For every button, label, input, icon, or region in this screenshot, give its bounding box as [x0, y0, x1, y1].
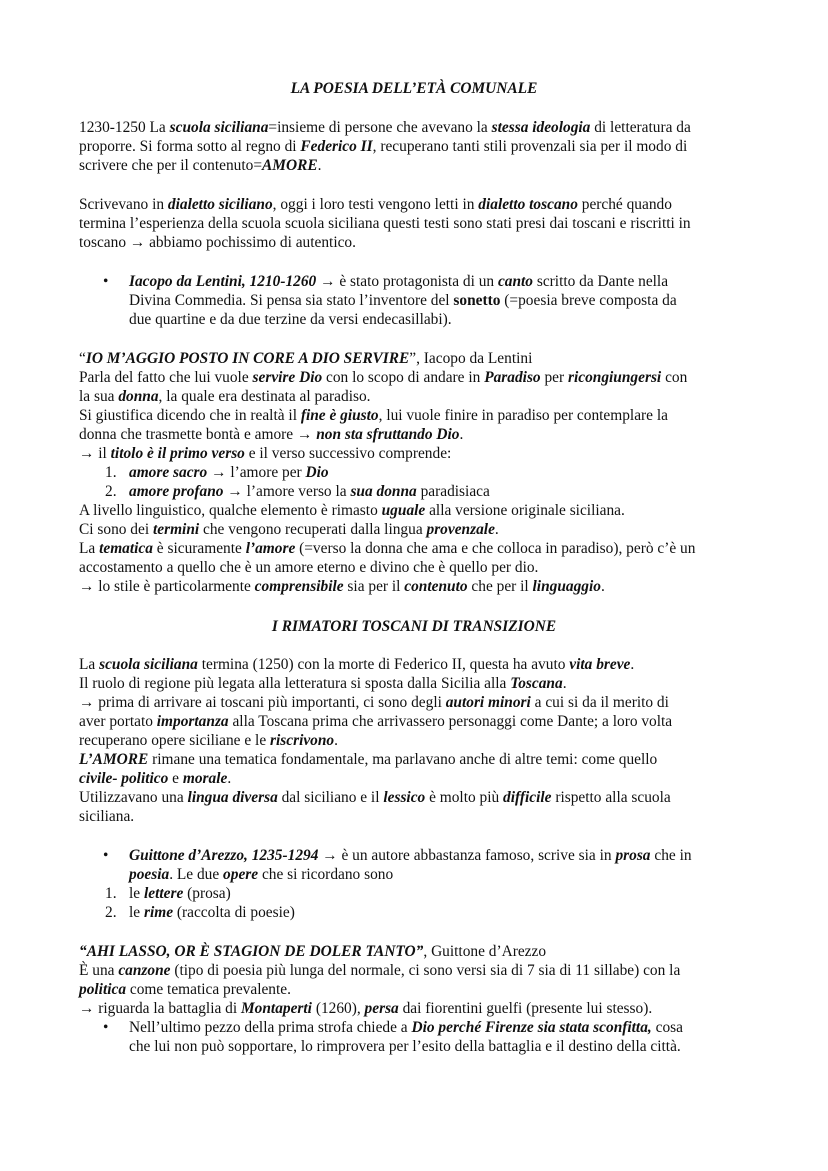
paragraph-line: Scrivevano in dialetto siciliano, oggi i loro testi vengono letti in dialetto toscano perché quando [79, 196, 672, 213]
list-number: 1. [105, 885, 117, 902]
paragraph-line: accostamento a quello che è un amore eterno e divino che è quello per dio. [79, 559, 539, 576]
paragraph-line: politica come tematica prevalente. [79, 981, 291, 998]
paragraph-line: aver portato importanza alla Toscana prima che arrivassero personaggi come Dante; a loro volta [79, 713, 673, 730]
poem-heading: “AHI LASSO, OR È STAGION DE DOLER TANTO”, Guittone d’Arezzo [79, 943, 547, 960]
paragraph-line: Parla del fatto che lui vuole servire Dio con lo scopo di andare in Paradiso per ricongiungersi con [79, 369, 688, 386]
paragraph-line: civile- politico e morale. [79, 770, 232, 787]
paragraph-line: Si giustifica dicendo che in realtà il fine è giusto, lui vuole finire in paradiso per contemplare la [79, 407, 668, 424]
paragraph-line: → prima di arrivare ai toscani più importanti, ci sono degli autori minori a cui si da il merito di [79, 694, 669, 711]
list-item: Guittone d’Arezzo, 1235-1294 → è un autore abbastanza famoso, scrive sia in prosa che in [129, 847, 692, 864]
list-number: 1. [105, 464, 117, 481]
paragraph-line: La tematica è sicuramente l’amore (=verso la donna che ama e che colloca in paradiso), però c’è un [79, 540, 696, 557]
paragraph-line: A livello linguistico, qualche elemento è rimasto uguale alla versione originale siciliana. [79, 502, 625, 519]
paragraph-line: 1230-1250 La scuola siciliana=insieme di persone che avevano la stessa ideologia di letteratura da [79, 119, 691, 136]
paragraph-line: la sua donna, la quale era destinata al paradiso. [79, 388, 371, 405]
list-item-line: Divina Commedia. Si pensa sia stato l’inventore del sonetto (=poesia breve composta da [129, 292, 677, 309]
bullet-icon: • [103, 1019, 109, 1036]
list-number: 2. [105, 904, 117, 921]
paragraph-line: proporre. Si forma sotto al regno di Federico II, recuperano tanti stili provenzali sia per il modo di [79, 138, 688, 155]
paragraph-line: donna che trasmette bontà e amore → non sta sfruttando Dio. [79, 426, 464, 443]
paragraph-line: È una canzone (tipo di poesia più lunga del normale, ci sono versi sia di 7 sia di 11 sillabe) con la [79, 962, 681, 979]
paragraph-line: L’AMORE rimane una tematica fondamentale, ma parlavano anche di altre temi: come quello [79, 751, 658, 768]
bullet-icon: • [103, 847, 109, 864]
paragraph-line: → riguarda la battaglia di Montaperti (1260), persa dai fiorentini guelfi (presente lui stesso). [79, 1000, 653, 1017]
paragraph-line: recuperano opere siciliane e le riscrivono. [79, 732, 338, 749]
paragraph-line: siciliana. [79, 808, 135, 825]
paragraph-line: toscano → abbiamo pochissimo di autentico. [79, 234, 356, 251]
list-number: 2. [105, 483, 117, 500]
paragraph-line: Utilizzavano una lingua diversa dal siciliano e il lessico è molto più difficile rispetto alla scuola [79, 789, 671, 806]
list-item: Iacopo da Lentini, 1210-1260 → è stato protagonista di un canto scritto da Dante nella [129, 273, 669, 290]
paragraph-line: La scuola siciliana termina (1250) con la morte di Federico II, questa ha avuto vita breve. [79, 656, 635, 673]
list-item: Nell’ultimo pezzo della prima strofa chiede a Dio perché Firenze sia stata sconfitta, cosa [129, 1019, 683, 1036]
list-item-line: poesia. Le due opere che si ricordano sono [129, 866, 394, 883]
page-title: LA POESIA DELL’ETÀ COMUNALE [290, 80, 538, 97]
list-item: le rime (raccolta di poesie) [129, 904, 295, 921]
paragraph-line: Ci sono dei termini che vengono recuperati dalla lingua provenzale. [79, 521, 499, 538]
poem-heading: “IO M’AGGIO POSTO IN CORE A DIO SERVIRE”, Iacopo da Lentini [79, 350, 533, 367]
paragraph-line: scrivere che per il contenuto=AMORE. [79, 157, 322, 174]
list-item-line: che lui non può sopportare, lo rimprovera per l’esito della battaglia e il destino della città. [129, 1038, 681, 1055]
paragraph-line: → lo stile è particolarmente comprensibile sia per il contenuto che per il linguaggio. [79, 578, 605, 595]
paragraph-line: → il titolo è il primo verso e il verso successivo comprende: [79, 445, 452, 462]
list-item: amore profano → l’amore verso la sua donna paradisiaca [129, 483, 490, 500]
list-item: amore sacro → l’amore per Dio [129, 464, 329, 481]
paragraph-line: termina l’esperienza della scuola scuola siciliana questi testi sono stati presi dai toscani e riscritti in [79, 215, 691, 232]
paragraph-line: Il ruolo di regione più legata alla letteratura si sposta dalla Sicilia alla Toscana. [79, 675, 567, 692]
list-item: le lettere (prosa) [129, 885, 231, 902]
section-title: I RIMATORI TOSCANI DI TRANSIZIONE [271, 618, 557, 635]
list-item-line: due quartine e da due terzine da versi endecasillabi). [129, 311, 452, 328]
bullet-icon: • [103, 273, 109, 290]
